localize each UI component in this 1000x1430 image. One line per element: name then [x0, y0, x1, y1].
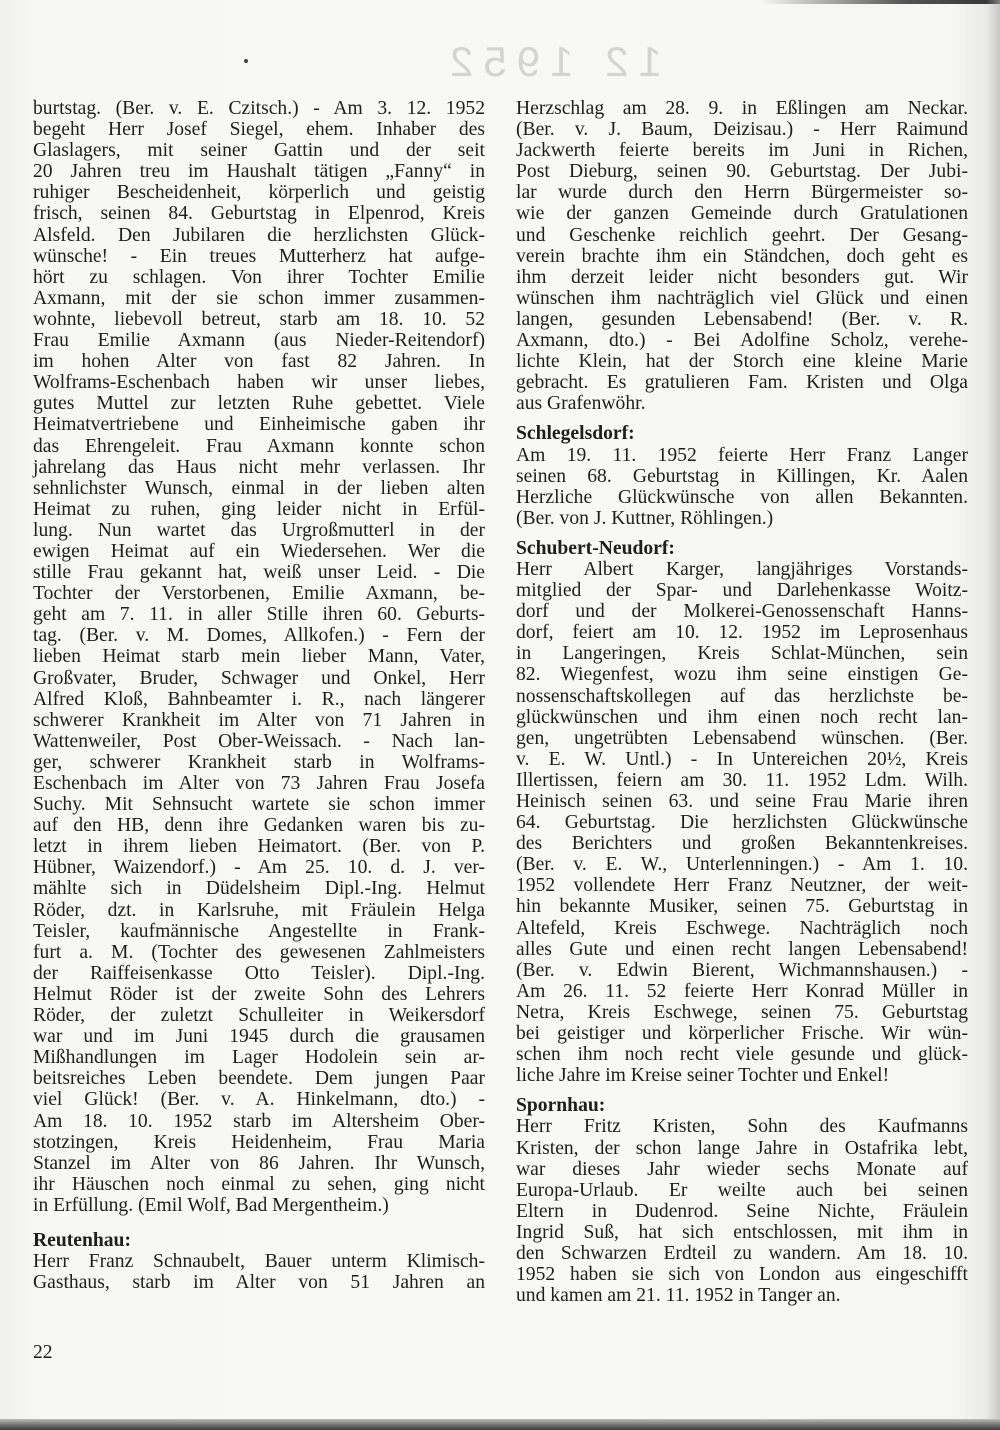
- text-line: Mißhandlungen im Lager Hodolein sein ar-: [33, 1047, 485, 1069]
- text-line: 64. Geburtstag. Die herzlichsten Glückwünsche: [516, 812, 968, 834]
- text-line: gen, ungetrübten Lebensabend wünschen. (Ber.: [516, 727, 968, 749]
- text-line: Jackwerth feierte bereits im Juni in Richen,: [516, 140, 968, 162]
- text-line: mählte sich in Düdelsheim Dipl.-Ing. Helmut: [33, 878, 485, 900]
- section-heading-spornhau: Spornhau:: [516, 1095, 606, 1117]
- text-line: verein brachte ihm ein Ständchen, doch geht es: [516, 245, 968, 267]
- text-line: Frau Emilie Axmann (aus Nieder-Reitendorf): [33, 330, 485, 352]
- text-line: Ingrid Suß, hat sich entschlossen, mit ihm in: [516, 1221, 968, 1243]
- text-line: Heimat zu ruhen, ging leider nicht in Erfül-: [33, 498, 485, 520]
- text-line: ger, schwerer Krankheit starb in Wolframs-: [33, 751, 485, 773]
- text-line: 20 Jahren treu im Haushalt tätigen „Fanny“ in: [33, 161, 485, 183]
- text-line: letzt in ihrem lieben Heimatort. (Ber. von P.: [33, 836, 485, 858]
- text-line: (Ber. v. E. W., Unterlenningen.) - Am 1. 10.: [516, 854, 968, 876]
- text-line: lichte Klein, hat der Storch eine kleine Marie: [516, 351, 968, 373]
- text-line: wünschen ihm nachträglich viel Glück und einen: [516, 287, 968, 309]
- text-line: Am 26. 11. 52 feierte Herr Konrad Müller in: [516, 980, 968, 1002]
- text-line: dorf, feiert am 10. 12. 1952 im Leprosenhaus: [516, 622, 968, 644]
- text-line: lar wurde durch den Herrn Bürgermeister so-: [516, 182, 968, 204]
- text-line: Wolframs-Eschenbach haben wir unser liebes,: [33, 372, 485, 394]
- section-spornhau: [516, 1095, 968, 1306]
- text-line: glückwünschen und ihm einen noch recht lan-: [516, 706, 968, 728]
- text-line: hört zu schlagen. Von ihrer Tochter Emilie: [33, 266, 485, 288]
- section-schubert-neudorf: [516, 538, 968, 1086]
- text-line: beitsreiches Leben beendete. Dem jungen Paar: [33, 1068, 485, 1090]
- text-line: ewigen Heimat auf ein Wiedersehen. Wer die: [33, 540, 485, 562]
- section-body: [516, 445, 968, 529]
- text-line: 1952 vollendete Herr Franz Neutzner, der weit-: [516, 875, 968, 897]
- left-paragraph-1: [33, 98, 485, 1216]
- text-line: Axmann, dto.) - Bei Adolfine Scholz, verehe-: [516, 330, 968, 352]
- text-line: Post Dieburg, seinen 90. Geburtstag. Der Jubi-: [516, 161, 968, 183]
- text-line: ihm derzeit leider nicht besonders gut. Wir: [516, 266, 968, 288]
- text-line: frisch, seinen 84. Geburtstag in Elpenrod, Kreis: [33, 203, 485, 225]
- text-line: Illertissen, feiern am 30. 11. 1952 Ldm. Wilh.: [516, 769, 968, 791]
- text-line: burtstag. (Ber. v. E. Czitsch.) - Am 3. 12. 1952: [33, 98, 485, 119]
- text-line: Europa-Urlaub. Er weilte auch bei seinen: [516, 1179, 968, 1201]
- text-line: lung. Nun wartet das Urgroßmutterl in der: [33, 519, 485, 541]
- text-line: in Langeringen, Kreis Schlat-München, sein: [516, 643, 968, 665]
- text-line: und Geschenke reichlich geehrt. Der Gesang-: [516, 224, 968, 246]
- text-line: stille Frau gekannt hat, weiß unser Leid. - Die: [33, 562, 485, 584]
- text-line: im hohen Alter von fast 82 Jahren. In: [33, 351, 485, 373]
- section-heading-schlegelsdorf: Schlegelsdorf:: [516, 423, 635, 445]
- bleed-through-stamp: 12 1952: [440, 38, 662, 85]
- text-line: hin bekannte Musiker, seinen 75. Geburtstag in: [516, 896, 968, 918]
- text-line: Herr Franz Schnaubelt, Bauer unterm Klimisch-: [33, 1251, 485, 1273]
- text-line: 1952 haben sie sich von London aus eingeschifft: [516, 1264, 968, 1286]
- text-line: Herr Fritz Kristen, Sohn des Kaufmanns: [516, 1116, 968, 1138]
- text-line: alles Gute und einen recht langen Lebensabend!: [516, 938, 968, 960]
- spacer: [516, 1086, 968, 1095]
- text-line: Hübner, Waizendorf.) - Am 25. 10. d. J. ver-: [33, 857, 485, 879]
- text-line: den Schwarzen Erdteil zu wandern. Am 18. 10.: [516, 1242, 968, 1264]
- page-top-shadow: [760, 0, 1000, 4]
- left-column: [33, 98, 485, 1293]
- text-line: 82. Wiegenfest, wozu ihm seine einstigen Ge-: [516, 664, 968, 686]
- text-line: Herr Albert Karger, langjähriges Vorstands-: [516, 558, 968, 580]
- text-line: Glaslagers, mit seiner Gattin und der seit: [33, 140, 485, 162]
- text-line: Kristen, der schon lange Jahre in Ostafrika lebt,: [516, 1137, 968, 1159]
- text-line: Tochter der Verstorbenen, Emilie Axmann, be-: [33, 583, 485, 605]
- page-number: 22: [33, 1342, 53, 1363]
- text-line: Wattenweiler, Post Ober-Weissach. - Nach lan-: [33, 730, 485, 752]
- text-line: sehnlichster Wunsch, einmal in der lieben alten: [33, 477, 485, 499]
- text-line: Eschenbach im Alter von 73 Jahren Frau Josefa: [33, 773, 485, 794]
- text-line: Teisler, kaufmännische Angestellte in Frank-: [33, 920, 485, 942]
- text-line: mitglied der Spar- und Darlehenkasse Woitz-: [516, 580, 968, 602]
- text-line: furt a. M. (Tochter des gewesenen Zahlmeisters: [33, 941, 485, 963]
- text-line: Herzliche Glückwünsche von allen Bekannten.: [516, 486, 968, 508]
- spacer: [516, 414, 968, 423]
- section-reutenhau: [33, 1230, 485, 1293]
- text-line: Netra, Kreis Eschwege, seinen 75. Geburtstag: [516, 1001, 968, 1023]
- text-line: Axmann, mit der sie schon immer zusammen-: [33, 287, 485, 309]
- text-line: Heinisch seinen 63. und seine Frau Marie ihren: [516, 791, 968, 812]
- text-line: wie der ganzen Gemeinde durch Gratulationen: [516, 203, 968, 225]
- text-line: Röder, dzt. in Karlsruhe, mit Fräulein Helga: [33, 899, 485, 921]
- ink-speck: [244, 59, 248, 63]
- section-schlegelsdorf: [516, 423, 968, 528]
- text-line: (Ber. v. J. Baum, Deizisau.) - Herr Raimund: [516, 119, 968, 141]
- text-line: Großvater, Bruder, Schwager und Onkel, Herr: [33, 667, 485, 689]
- text-line: nossenschaftskollegen auf das herzlichste be-: [516, 685, 968, 707]
- section-body: [516, 1116, 968, 1306]
- text-line: begeht Herr Josef Siegel, ehem. Inhaber des: [33, 119, 485, 141]
- text-line: Am 18. 10. 1952 starb im Altersheim Ober-: [33, 1110, 485, 1132]
- text-line: langen, gesunden Lebensabend! (Ber. v. R.: [516, 308, 968, 330]
- text-line: Herzschlag am 28. 9. in Eßlingen am Neckar.: [516, 98, 968, 119]
- text-line: Gasthaus, starb im Alter von 51 Jahren an: [33, 1272, 485, 1294]
- text-line: ruhiger Bescheidenheit, körperlich und geistig: [33, 182, 485, 204]
- text-line: der Raiffeisenkasse Otto Teisler). Dipl.-Ing.: [33, 962, 485, 984]
- text-line: jahrelang das Haus nicht mehr verlassen. Ihr: [33, 456, 485, 478]
- text-line: (Ber. v. Edwin Bierent, Wichmannshausen.) -: [516, 959, 968, 981]
- text-line: und kamen am 21. 11. 1952 in Tanger an.: [516, 1285, 841, 1307]
- text-line: Röder, der zuletzt Schulleiter in Weikersdorf: [33, 1005, 485, 1027]
- text-line: bei geistiger und körperlicher Frische. Wir wün-: [516, 1023, 968, 1045]
- section-heading-reutenhau: Reutenhau:: [33, 1229, 131, 1251]
- text-line: geht am 7. 11. in aller Stille ihren 60. Geburts-: [33, 604, 485, 626]
- page-bottom-shadow: [0, 1419, 1000, 1430]
- text-line: Eltern in Dudenrod. Seine Nichte, Fräulein: [516, 1200, 968, 1222]
- text-line: Alfred Kloß, Bahnbeamter i. R., nach längerer: [33, 688, 485, 710]
- text-line: ihr Häuschen noch einmal zu sehen, ging nicht: [33, 1173, 485, 1195]
- text-line: Alsfeld. Den Jubilaren die herzlichsten Glück-: [33, 224, 485, 246]
- text-line: Helmut Röder ist der zweite Sohn des Lehrers: [33, 983, 485, 1005]
- text-line: gebracht. Es gratulieren Fam. Kristen und Olga: [516, 372, 968, 394]
- text-line: Suchy. Mit Sehnsucht wartete sie schon immer: [33, 794, 485, 816]
- text-line: (Ber. von J. Kuttner, Röhlingen.): [516, 507, 774, 529]
- text-line: Stanzel im Alter von 86 Jahren. Ihr Wunsch,: [33, 1152, 485, 1174]
- text-line: schen ihm noch recht viele gesunde und glück-: [516, 1044, 968, 1066]
- text-line: wohnte, liebevoll betreut, starb am 18. 10. 52: [33, 308, 485, 330]
- text-line: Heimatvertriebene und Einheimische gaben ihr: [33, 414, 485, 436]
- text-line: stotzingen, Kreis Heidenheim, Frau Maria: [33, 1131, 485, 1153]
- text-line: liche Jahre im Kreise seiner Tochter und Enkel!: [516, 1065, 890, 1087]
- text-line: gutes Muttel zur letzten Ruhe gebettet. Viele: [33, 393, 485, 415]
- text-line: tag. (Ber. v. M. Domes, Allkofen.) - Fern der: [33, 625, 485, 647]
- section-body: [516, 559, 968, 1086]
- spacer: [516, 529, 968, 538]
- text-line: des Berichters und großen Bekanntenkreises.: [516, 833, 968, 855]
- section-body: [33, 1251, 485, 1293]
- text-line: war dieses Jahr wieder sechs Monate auf: [516, 1158, 968, 1180]
- text-line: in Erfüllung. (Emil Wolf, Bad Mergentheim.): [33, 1194, 389, 1216]
- text-line: wünsche! - Ein treues Mutterherz hat aufge-: [33, 245, 485, 267]
- text-line: lieben Heimat starb mein lieber Mann, Vater,: [33, 646, 485, 668]
- right-paragraph-1: [516, 98, 968, 414]
- text-line: auf den HB, denn ihre Gedanken waren bis zu-: [33, 815, 485, 837]
- section-heading-schubert-neudorf: Schubert-Neudorf:: [516, 537, 675, 559]
- text-line: das Ehrengeleit. Frau Axmann konnte schon: [33, 435, 485, 457]
- text-line: aus Grafenwöhr.: [516, 393, 646, 415]
- text-line: Am 19. 11. 1952 feierte Herr Franz Langer: [516, 444, 968, 466]
- text-line: seinen 68. Geburtstag in Killingen, Kr. Aalen: [516, 465, 968, 487]
- right-column: [516, 98, 968, 1306]
- text-line: schwerer Krankheit im Alter von 71 Jahren in: [33, 709, 485, 731]
- text-line: dorf und der Molkerei-Genossenschaft Hanns-: [516, 601, 968, 623]
- text-line: war und im Juni 1945 durch die grausamen: [33, 1026, 485, 1048]
- text-line: viel Glück! (Ber. v. A. Hinkelmann, dto.) -: [33, 1089, 485, 1111]
- spacer: [33, 1216, 485, 1230]
- text-line: v. E. W. Untl.) - In Untereichen 20½, Kreis: [516, 748, 968, 770]
- page-right-shadow: [986, 0, 1000, 1430]
- text-line: Altefeld, Kreis Eschwege. Nachträglich noch: [516, 917, 968, 939]
